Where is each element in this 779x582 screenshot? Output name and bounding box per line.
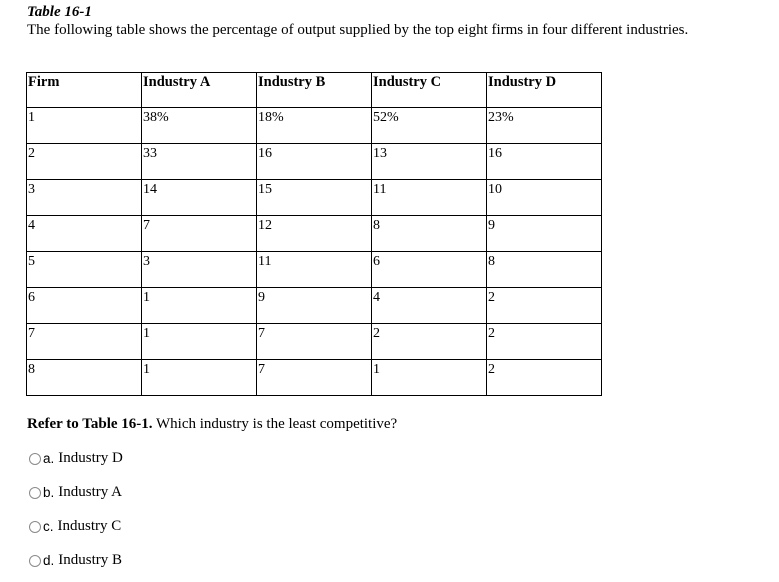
- table-cell: 8: [487, 252, 602, 288]
- table-cell: 9: [487, 216, 602, 252]
- table-cell: 7: [257, 324, 372, 360]
- answer-option-c[interactable]: [29, 518, 121, 535]
- answer-option-a[interactable]: [29, 450, 123, 467]
- table-cell: 11: [257, 252, 372, 288]
- header-cell-industry-b: Industry B: [257, 73, 372, 108]
- radio-button[interactable]: [29, 487, 41, 499]
- answer-option-d[interactable]: [29, 552, 122, 569]
- table-cell: 7: [27, 324, 142, 360]
- table-row: [27, 324, 602, 360]
- radio-button[interactable]: [29, 521, 41, 533]
- table-cell: 10: [487, 180, 602, 216]
- table-cell: 52%: [372, 108, 487, 144]
- table-cell: 2: [487, 324, 602, 360]
- table-title: Table 16-1: [27, 4, 92, 20]
- table-cell: 1: [372, 360, 487, 396]
- table-cell: 16: [257, 144, 372, 180]
- table-row: [27, 288, 602, 324]
- table-header-row: [27, 73, 602, 108]
- table-cell: 1: [142, 360, 257, 396]
- table-cell: 2: [372, 324, 487, 360]
- table-row: [27, 360, 602, 396]
- question-text: [27, 416, 397, 433]
- table-cell: 7: [257, 360, 372, 396]
- table-cell: 15: [257, 180, 372, 216]
- table-cell: 6: [27, 288, 142, 324]
- header-cell-industry-d: Industry D: [487, 73, 602, 108]
- table-cell: 23%: [487, 108, 602, 144]
- table-cell: 6: [372, 252, 487, 288]
- table-cell: 1: [27, 108, 142, 144]
- table-cell: 2: [487, 360, 602, 396]
- option-letter: c.: [43, 519, 54, 534]
- radio-button[interactable]: [29, 453, 41, 465]
- option-letter: b.: [43, 485, 55, 500]
- table-cell: 2: [487, 288, 602, 324]
- option-letter: a.: [43, 451, 55, 466]
- table-cell: 12: [257, 216, 372, 252]
- table-row: [27, 108, 602, 144]
- table-cell: 14: [142, 180, 257, 216]
- table-cell: 9: [257, 288, 372, 324]
- radio-button[interactable]: [29, 555, 41, 567]
- header-cell-industry-a: Industry A: [142, 73, 257, 108]
- table-row: [27, 180, 602, 216]
- answer-option-b[interactable]: [29, 484, 122, 501]
- concentration-table: [26, 72, 602, 396]
- table-cell: 3: [27, 180, 142, 216]
- table-cell: 5: [27, 252, 142, 288]
- header-cell-industry-c: Industry C: [372, 73, 487, 108]
- question-reference: Refer to Table 16-1.: [27, 416, 153, 432]
- table-cell: 2: [27, 144, 142, 180]
- table-cell: 16: [487, 144, 602, 180]
- option-letter: d.: [43, 553, 55, 568]
- table-cell: 1: [142, 288, 257, 324]
- table-cell: 18%: [257, 108, 372, 144]
- table-row: [27, 144, 602, 180]
- table-cell: 38%: [142, 108, 257, 144]
- option-label: Industry A: [58, 484, 123, 500]
- header-cell-firm: Firm: [27, 73, 142, 108]
- option-label: Industry D: [58, 450, 123, 466]
- option-label: Industry B: [58, 552, 123, 568]
- option-label: Industry C: [57, 518, 122, 534]
- table-cell: 8: [372, 216, 487, 252]
- table-cell: 1: [142, 324, 257, 360]
- table-cell: 3: [142, 252, 257, 288]
- table-cell: 7: [142, 216, 257, 252]
- question-body: Which industry is the least competitive?: [152, 416, 398, 432]
- table-cell: 4: [27, 216, 142, 252]
- table-description: The following table shows the percentage of output supplied by the top eight firms in four different industries.: [27, 22, 689, 38]
- table-cell: 11: [372, 180, 487, 216]
- table-row: [27, 216, 602, 252]
- table-row: [27, 252, 602, 288]
- table-cell: 33: [142, 144, 257, 180]
- table-cell: 8: [27, 360, 142, 396]
- table-cell: 4: [372, 288, 487, 324]
- table-cell: 13: [372, 144, 487, 180]
